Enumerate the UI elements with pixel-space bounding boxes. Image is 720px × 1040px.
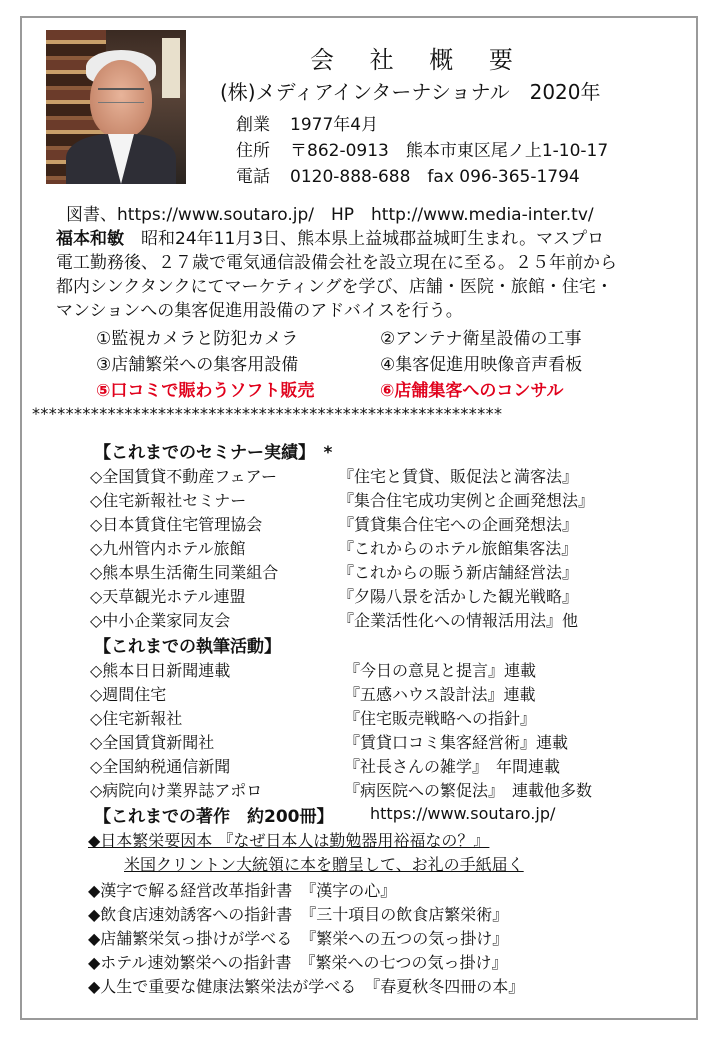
seminar-org: ◇日本賃貸住宅管理協会 — [90, 515, 263, 534]
writing-org: ◇住宅新報社 — [90, 709, 183, 728]
seminar-org: ◇全国賃貸不動産フェアー — [90, 467, 278, 486]
seminar-org: ◇天草観光ホテル連盟 — [90, 587, 246, 606]
seminar-org: ◇熊本県生活衛生同業組合 — [90, 563, 279, 582]
book-item: ◆人生で重要な健康法繁栄法が学べる 『春夏秋冬四冊の本』 — [88, 977, 525, 996]
seminar-title: 『賃貸集合住宅への企画発想法』 — [338, 515, 579, 534]
seminar-title: 『これからのホテル旅館集客法』 — [338, 539, 578, 558]
seminars-heading: 【これまでのセミナー実績】 * — [94, 443, 333, 463]
seminar-org: ◇中小企業家同友会 — [90, 611, 231, 630]
company-name: (株)メディアインターナショナル 2020年 — [220, 80, 601, 104]
writing-org: ◇週間住宅 — [90, 685, 167, 704]
writing-title: 『今日の意見と提言』連載 — [344, 661, 537, 680]
writing-title: 『五感ハウス設計法』連載 — [344, 685, 536, 704]
founded-row: 創業 1977年4月 — [236, 115, 379, 135]
writing-org: ◇全国賃貸新聞社 — [90, 733, 215, 752]
book-item: ◆漢字で解る経営改革指針書 『漢字の心』 — [88, 881, 397, 900]
bio-line-4: マンションへの集客促進用設備のアドバイスを行う。 — [56, 301, 463, 321]
address-row: 住所 〒862-0913 熊本市東区尾ノ上1-10-17 — [236, 141, 609, 161]
seminar-title: 『住宅と賃貸、販促法と満客法』 — [338, 467, 579, 486]
service-3: ③店舗繁栄への集客用設備 — [96, 355, 299, 375]
books-heading: 【これまでの著作 約200冊】 — [94, 807, 334, 827]
writing-title: 『病医院への繁促法』 連載他多数 — [344, 781, 593, 800]
service-6: ⑥店舗集客へのコンサル — [380, 381, 564, 401]
person-name: 福本和敏 — [56, 229, 124, 249]
writing-heading: 【これまでの執筆活動】 — [94, 637, 281, 657]
book-item: ◆店舗繁栄気っ掛けが学べる 『繁栄への五つの気っ掛け』 — [88, 929, 509, 948]
seminar-title: 『企業活性化への情報活用法』他 — [338, 611, 579, 630]
links-line: 図書、https://www.soutaro.jp/ HP http://www.media-inter.tv/ — [66, 205, 594, 225]
books-url: https://www.soutaro.jp/ — [370, 804, 556, 823]
seminar-title: 『集合住宅成功実例と企画発想法』 — [338, 491, 595, 510]
portrait-photo — [46, 30, 186, 184]
bio-line-3: 都内シンクタンクにてマーケティングを学び、店舗・医院・旅館・住宅・ — [56, 277, 613, 297]
bio-line-2: 電工勤務後、２７歳で電気通信設備会社を設立現在に至る。２５年前から — [56, 253, 617, 273]
featured-book-note: 米国クリントン大統領に本を贈呈して、お礼の手紙届く — [124, 855, 524, 874]
writing-org: ◇熊本日日新聞連載 — [90, 661, 231, 680]
phone-row: 電話 0120-888-688 fax 096-365-1794 — [236, 167, 580, 187]
writing-title: 『住宅販売戦略への指針』 — [344, 709, 537, 728]
page-title: 会 社 概 要 — [310, 46, 527, 74]
service-2: ②アンテナ衛星設備の工事 — [380, 329, 582, 349]
seminar-title: 『夕陽八景を活かした観光戦略』 — [338, 587, 579, 606]
writing-title: 『賃貸口コミ集客経営術』連載 — [344, 733, 569, 752]
bio-line-1: 福本和敏 昭和24年11月3日、熊本県上益城郡益城町生まれ。マスプロ — [56, 229, 605, 249]
book-item: ◆飲食店速効誘客への指針書 『三十項目の飲食店繁栄術』 — [88, 905, 509, 924]
seminar-org: ◇九州管内ホテル旅館 — [90, 539, 246, 558]
writing-org: ◇全国納税通信新聞 — [90, 757, 231, 776]
writing-org: ◇病院向け業界誌アポロ — [90, 781, 263, 800]
seminar-org: ◇住宅新報社セミナー — [90, 491, 247, 510]
book-item: ◆ホテル速効繁栄への指針書 『繁栄への七つの気っ掛け』 — [88, 953, 508, 972]
service-5: ⑤口コミで賑わうソフト販売 — [96, 381, 315, 401]
star-divider: ******************************************************** — [32, 404, 503, 423]
service-4: ④集客促進用映像音声看板 — [380, 355, 583, 375]
featured-book: ◆日本繁栄要因本 『なぜ日本人は勤勉器用裕福なの？』 — [88, 831, 490, 850]
seminar-title: 『これからの賑う新店舗経営法』 — [338, 563, 579, 582]
service-1: ①監視カメラと防犯カメラ — [96, 329, 299, 349]
writing-title: 『社長さんの雑学』 年間連載 — [344, 757, 561, 776]
